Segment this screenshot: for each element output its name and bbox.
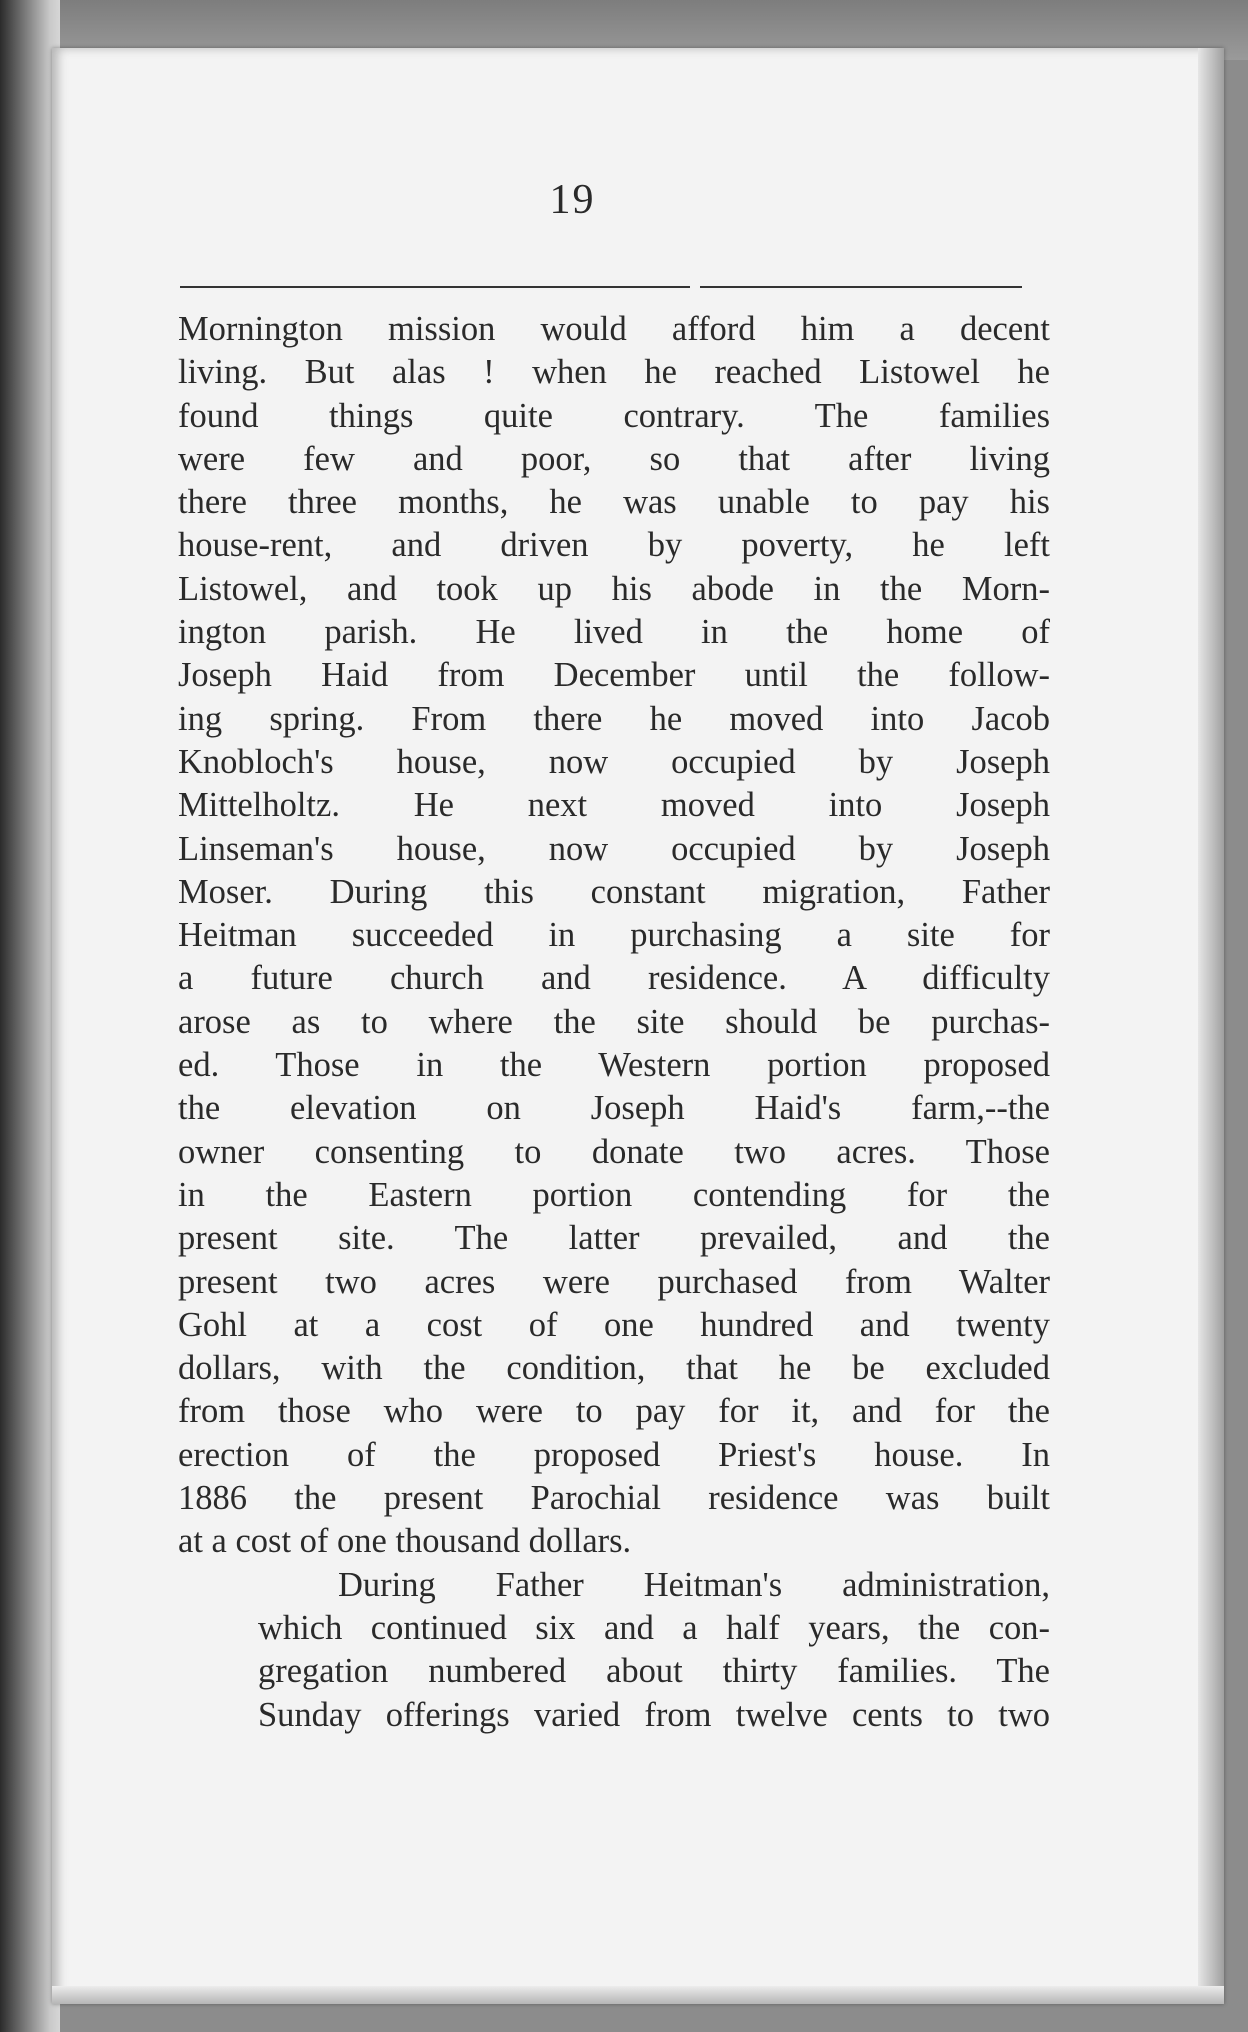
text-line: ington parish. He lived in the home of	[178, 613, 1050, 652]
text-line: present two acres were purchased from Walter	[178, 1262, 1050, 1301]
text-line: Listowel, and took up his abode in the Morn-	[178, 569, 1050, 608]
header-rule-right	[700, 286, 1022, 288]
text-line: Sunday offerings varied from twelve cents to two	[258, 1695, 1050, 1734]
text-line: ing spring. From there he moved into Jacob	[178, 699, 1050, 738]
book-spine-shadow	[0, 0, 60, 2032]
text-line: owner consenting to donate two acres. Those	[178, 1132, 1050, 1171]
text-line: house-rent, and driven by poverty, he left	[178, 526, 1050, 565]
text-line: which continued six and a half years, the con-	[258, 1608, 1050, 1647]
paragraph-1	[178, 308, 1050, 1564]
text-line: erection of the proposed Priest's house. In	[178, 1435, 1050, 1474]
paragraph-2	[178, 1564, 1050, 1737]
text-line: Joseph Haid from December until the follow-	[178, 656, 1050, 695]
text-line: Moser. During this constant migration, Father	[178, 872, 1050, 911]
text-line: 1886 the present Parochial residence was built	[178, 1479, 1050, 1518]
text-line: from those who were to pay for it, and for the	[178, 1392, 1050, 1431]
text-line: ed. Those in the Western portion proposed	[178, 1046, 1050, 1085]
text-line: dollars, with the condition, that he be excluded	[178, 1349, 1050, 1388]
text-line: a future church and residence. A difficulty	[178, 959, 1050, 998]
page-number: 19	[549, 177, 596, 223]
text-line: were few and poor, so that after living	[178, 439, 1050, 478]
text-line: present site. The latter prevailed, and the	[178, 1219, 1050, 1258]
text-line: found things quite contrary. The families	[178, 396, 1050, 435]
text-line: the elevation on Joseph Haid's farm,--the	[178, 1089, 1050, 1128]
header-rule-left	[180, 286, 690, 288]
text-line: Gohl at a cost of one hundred and twenty	[178, 1305, 1050, 1344]
text-line: During Father Heitman's administration,	[338, 1565, 1050, 1604]
text-line: Knobloch's house, now occupied by Joseph	[178, 742, 1050, 781]
page-edge-bottom	[52, 1986, 1224, 2004]
text-line: Heitman succeeded in purchasing a site for	[178, 916, 1050, 955]
text-line: living. But alas ! when he reached Listowel he	[178, 353, 1050, 392]
body-text	[178, 308, 1050, 1737]
text-line: Mittelholtz. He next moved into Joseph	[178, 786, 1050, 825]
text-line: in the Eastern portion contending for the	[178, 1175, 1050, 1214]
text-line: gregation numbered about thirty families. The	[258, 1652, 1050, 1691]
text-line: arose as to where the site should be purchas-	[178, 1002, 1050, 1041]
text-line: there three months, he was unable to pay his	[178, 483, 1050, 522]
text-line: at a cost of one thousand dollars.	[178, 1522, 632, 1561]
page-edge-right	[1198, 48, 1224, 2004]
text-line: Mornington mission would afford him a decent	[178, 310, 1050, 348]
text-line: Linseman's house, now occupied by Joseph	[178, 829, 1050, 868]
